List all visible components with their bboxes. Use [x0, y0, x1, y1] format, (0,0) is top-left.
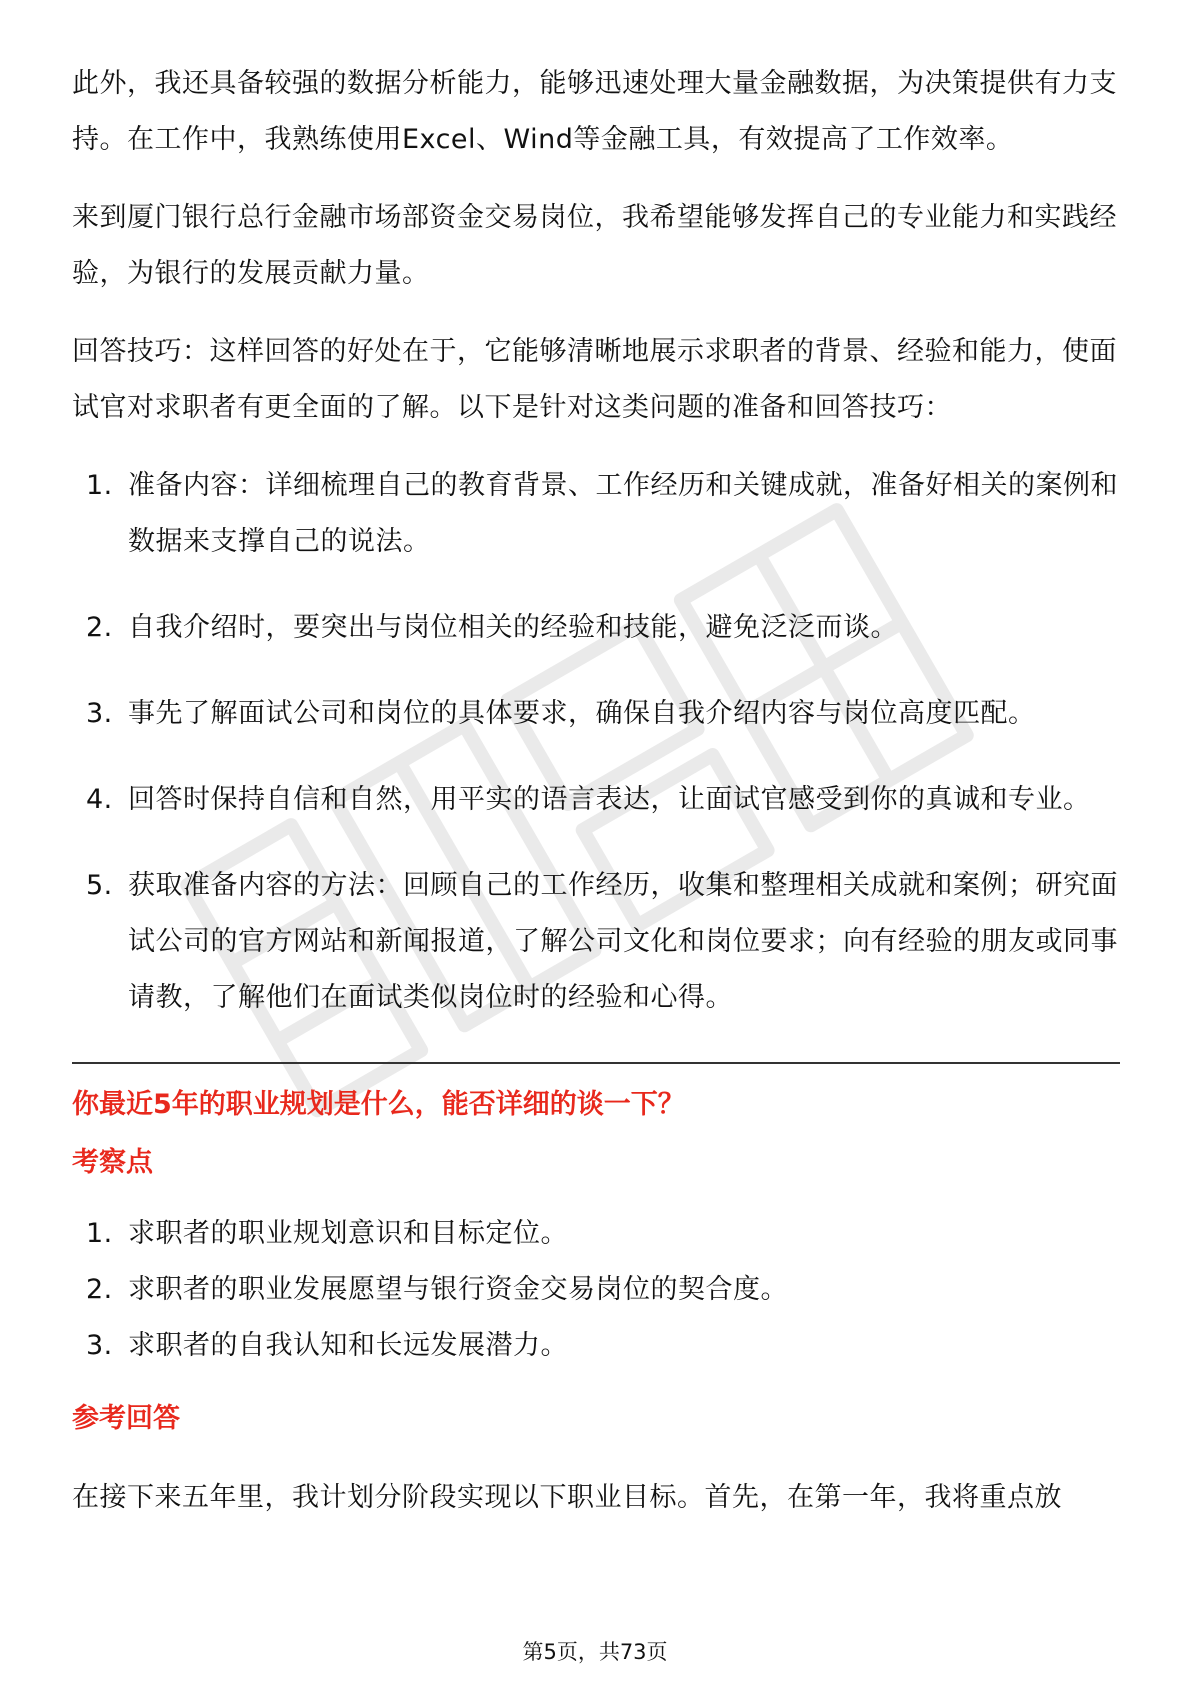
paragraph-answer-tips: 回答技巧：这样回答的好处在于，它能够清晰地展示求职者的背景、经验和能力，使面试官对求职者有更全面的了解。以下是针对这类问题的准备和回答技巧：: [72, 336, 1117, 423]
list-item: [72, 858, 1122, 1026]
assessment-points-heading: 考察点: [72, 1147, 153, 1178]
reference-answer-text: 在接下来五年里，我计划分阶段实现以下职业目标。首先，在第一年，我将重点放: [72, 1482, 1062, 1513]
list-item-number: 3.: [86, 1330, 113, 1361]
list-item: [72, 458, 1122, 570]
list-item-text: 求职者的职业发展愿望与银行资金交易岗位的契合度。: [128, 1274, 788, 1305]
list-item: [72, 1262, 1122, 1318]
list-item-number: 1.: [86, 1218, 113, 1249]
reference-answer-heading: 参考回答: [72, 1403, 180, 1434]
list-item-number: 4.: [86, 784, 113, 815]
question-title: 你最近5年的职业规划是什么，能否详细的谈一下？: [72, 1089, 685, 1120]
list-item-text: 求职者的自我认知和长远发展潜力。: [128, 1330, 568, 1361]
list-item-number: 1.: [86, 470, 113, 501]
tips-list: [72, 458, 1122, 1026]
list-item-number: 2.: [86, 1274, 113, 1305]
list-item-text: 自我介绍时，要突出与岗位相关的经验和技能，避免泛泛而谈。: [128, 612, 898, 643]
list-item: [72, 600, 1122, 656]
list-item-text: 事先了解面试公司和岗位的具体要求，确保自我介绍内容与岗位高度匹配。: [128, 698, 1036, 729]
list-item-text: 准备内容：详细梳理自己的教育背景、工作经历和关键成就，准备好相关的案例和数据来支撑自己的说法。: [128, 470, 1118, 557]
document-body: [72, 56, 1122, 1526]
list-item-text: 求职者的职业规划意识和目标定位。: [128, 1218, 568, 1249]
section-divider: [72, 1062, 1120, 1064]
list-item: [72, 772, 1122, 828]
assessment-points-list: [72, 1206, 1122, 1374]
list-item-text: 回答时保持自信和自然，用平实的语言表达，让面试官感受到你的真诚和专业。: [128, 784, 1091, 815]
list-item: [72, 1318, 1122, 1374]
paragraph-motivation: 来到厦门银行总行金融市场部资金交易岗位，我希望能够发挥自己的专业能力和实践经验，为银行的发展贡献力量。: [72, 202, 1117, 289]
list-item-number: 3.: [86, 698, 113, 729]
list-item: [72, 686, 1122, 742]
list-item-number: 5.: [86, 870, 113, 901]
list-item-text: 获取准备内容的方法：回顾自己的工作经历，收集和整理相关成就和案例；研究面试公司的官方网站和新闻报道，了解公司文化和岗位要求；向有经验的朋友或同事请教，了解他们在面试类似岗位时的经验和心得。: [128, 870, 1118, 1013]
paragraph-data-skills: 此外，我还具备较强的数据分析能力，能够迅速处理大量金融数据，为决策提供有力支持。在工作中，我熟练使用Excel、Wind等金融工具，有效提高了工作效率。: [72, 68, 1117, 155]
list-item: [72, 1206, 1122, 1262]
list-item-number: 2.: [86, 612, 113, 643]
page-footer: 第5页，共73页: [522, 1640, 668, 1664]
